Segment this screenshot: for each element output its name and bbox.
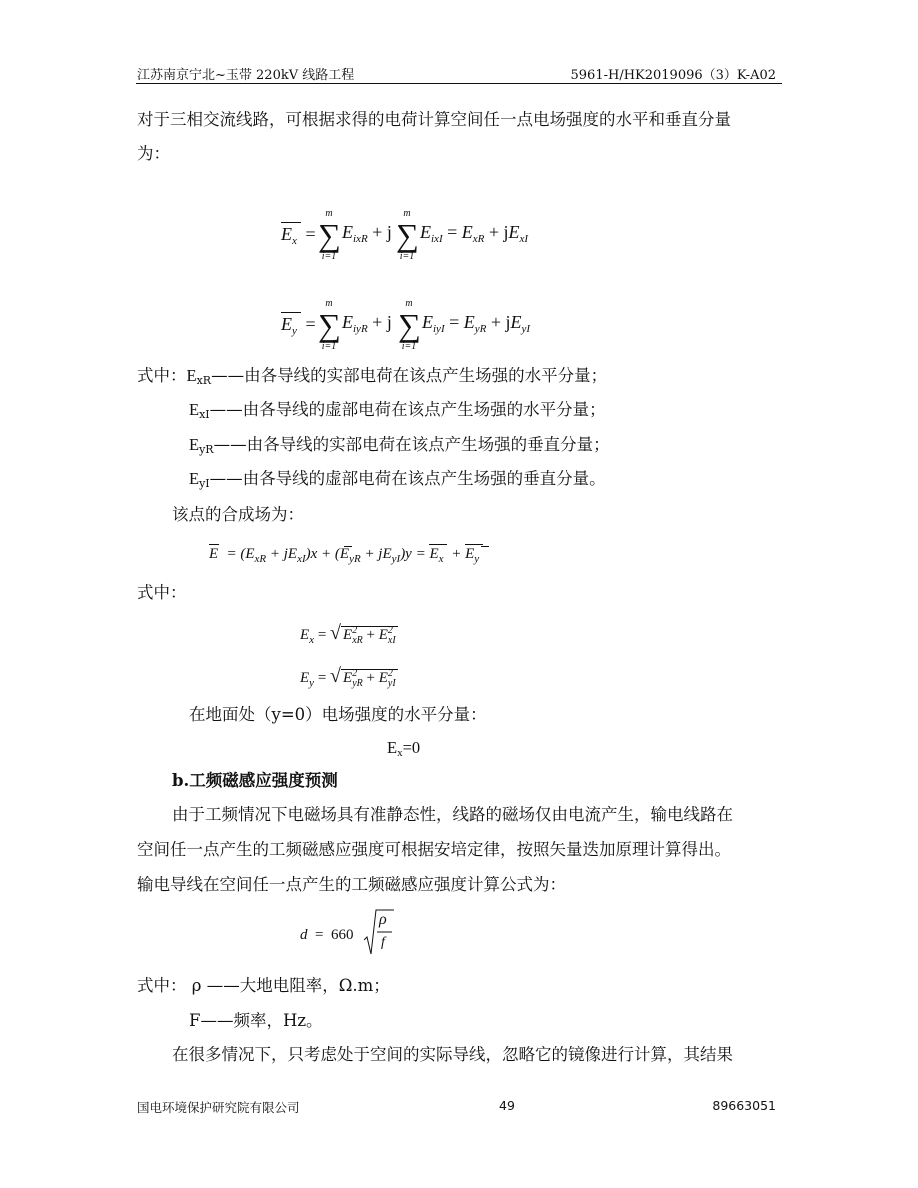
para2-line3: 输电导线在空间任一点产生的工频磁感应强度计算公式为： <box>137 875 566 894</box>
sum-symbol: m ∑ i=1 <box>398 298 421 352</box>
para2-line1: 由于工频情况下电磁场具有准静态性，线路的磁场仅由电流产生，输电线路在 <box>172 805 733 824</box>
defs1-row-2: EyR——由各导线的实部电荷在该点产生场强的垂直分量； <box>189 435 610 456</box>
equation-ey-rhs: $E_{iyI} = E_{yR} + jE_{yI}$ <box>422 312 531 335</box>
ground-text: 在地面处（y=0）电场强度的水平分量： <box>189 705 487 724</box>
header-left: 江苏南京宁北~玉带 220kV 线路工程 <box>137 68 355 83</box>
page-number: 49 <box>499 1098 515 1113</box>
para2-line2: 空间任一点产生的工频磁感应强度可根据安培定律，按照矢量迭加原理计算得出。 <box>137 840 731 859</box>
header-right: 5961-H/HK2019096（3）K-A02 <box>570 68 776 83</box>
equation-d: d = 660 <box>300 927 354 943</box>
equation-ex-terms: $E_{ixR} + j$ <box>342 222 392 245</box>
footer-right: 89663051 <box>712 1098 776 1113</box>
defs2-intro: 式中： <box>137 583 187 602</box>
equation-mag-x: $E_x$ = √ E 2 xR + E 2 xI <box>300 622 396 646</box>
equation-ex-rhs: $E_{ixI} = E_{xR} + jE_{xI}$ <box>420 222 529 245</box>
defs1-row-3: EyI——由各导线的虚部电荷在该点产生场强的垂直分量。 <box>189 469 606 490</box>
sqrt-fraction: ρ f <box>364 908 394 956</box>
vector-bar-y <box>481 546 489 547</box>
section-b-heading: b.工频磁感应强度预测 <box>172 771 338 790</box>
para1-line2: 为： <box>137 144 170 163</box>
para1-line1: 对于三相交流线路，可根据求得的电荷计算空间任一点电场强度的水平和垂直分量 <box>137 110 731 129</box>
equation-ey: $E_y$ = <box>281 314 316 337</box>
equation-ex: $E_x$ = <box>281 224 316 247</box>
equation-mag-y: $E_y$ = √ E 2 yR + E 2 yI <box>300 665 396 689</box>
equation-composite: $E = (E_{xR} + jE_{xI})x + (E_{yR} + jE_{yI})y = E_x + E_y$ <box>209 544 483 565</box>
equation-ey-terms: $E_{iyR} + j$ <box>342 312 392 335</box>
header-rule <box>136 83 782 84</box>
defs3-row-f: F——频率，Hz。 <box>189 1011 323 1030</box>
sum-symbol: m ∑ i=1 <box>318 298 341 352</box>
defs1-row-1: ExI——由各导线的虚部电荷在该点产生场强的水平分量； <box>189 400 606 421</box>
ground-equation: Ex=0 <box>387 738 421 759</box>
footer-left: 国电环境保护研究院有限公司 <box>137 1100 300 1115</box>
sum-symbol: m ∑ i=1 <box>396 208 419 262</box>
defs1-row-0: 式中：ExR——由各导线的实部电荷在该点产生场强的水平分量； <box>137 366 608 387</box>
vector-bar-x <box>344 546 352 547</box>
defs3-row-rho: 式中： ρ ——大地电阻率，Ω.m； <box>137 976 390 995</box>
composite-intro: 该点的合成场为： <box>172 505 304 524</box>
sum-symbol: m ∑ i=1 <box>318 208 341 262</box>
para3: 在很多情况下，只考虑处于空间的实际导线，忽略它的镜像进行计算，其结果 <box>172 1045 733 1064</box>
